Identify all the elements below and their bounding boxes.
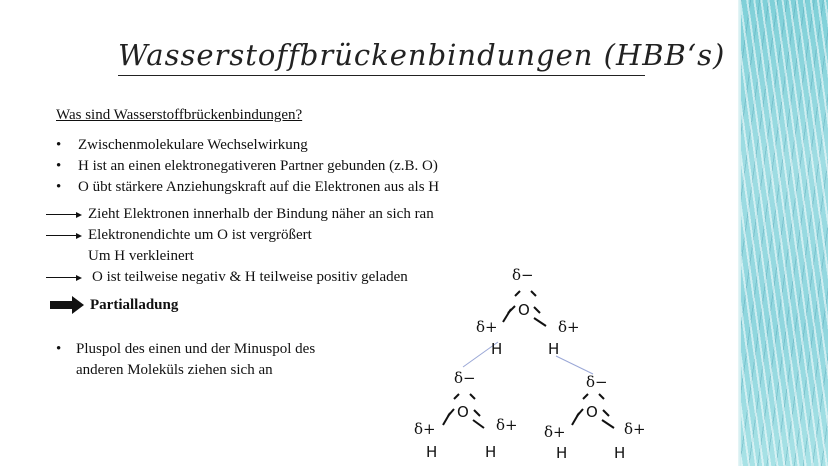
bullet-list: [56, 135, 439, 198]
hydrogen-bond-line-right: [556, 356, 593, 374]
hydrogen-atom: H: [556, 444, 568, 462]
hydrogen-atom: H: [491, 340, 503, 358]
bullet-item: • H ist an einen elektronegativeren Partner gebunden (z.B. O): [56, 156, 439, 177]
attraction-line-2: anderen Moleküls ziehen sich an: [76, 362, 273, 378]
oxygen-atom: O: [457, 403, 469, 421]
delta-minus-label: δ−: [512, 266, 534, 284]
slide-title: Wasserstoffbrückenbindungen (HBB‘s): [118, 38, 726, 72]
partial-charge-label: Partialladung: [90, 296, 179, 313]
attraction-bullet: [56, 339, 315, 381]
right-arrow-icon: [46, 231, 82, 241]
oxygen-atom: O: [518, 301, 530, 319]
right-arrow-icon: [46, 210, 82, 220]
arrow-item: [46, 267, 434, 288]
delta-plus-label: δ+: [544, 423, 566, 441]
delta-plus-label: δ+: [476, 318, 498, 336]
arrow-item: [46, 204, 434, 225]
hydrogen-atom: H: [614, 444, 626, 462]
water-molecule-bottom-right: [544, 373, 646, 462]
arrow-item-text: O ist teilweise negativ & H teilweise positiv geladen: [92, 269, 408, 285]
hydrogen-atom: H: [485, 443, 497, 461]
partial-charge-row: [50, 296, 178, 314]
delta-plus-label: δ+: [558, 318, 580, 336]
delta-plus-label: δ+: [496, 416, 518, 434]
hydrogen-atom: H: [548, 340, 560, 358]
delta-minus-label: δ−: [586, 373, 608, 391]
delta-plus-label: δ+: [624, 420, 646, 438]
question-heading: Was sind Wasserstoffbrückenbindungen?: [56, 107, 303, 123]
water-molecule-bottom-left: [414, 369, 518, 461]
water-molecule-top: [476, 266, 580, 358]
arrow-item-text: Um H verkleinert: [88, 248, 194, 264]
right-arrow-icon: [46, 273, 82, 283]
delta-plus-label: δ+: [414, 420, 436, 438]
oxygen-atom: O: [586, 403, 598, 421]
decorative-side-strip: [741, 0, 828, 466]
arrow-item: [46, 225, 434, 246]
delta-minus-label: δ−: [454, 369, 476, 387]
hydrogen-atom: H: [426, 443, 438, 461]
bullet-item: • Zwischenmolekulare Wechselwirkung: [56, 135, 439, 156]
arrow-item: [46, 246, 434, 267]
bold-arrow-icon: [50, 296, 84, 314]
bullet-item: • O übt stärkere Anziehungskraft auf die Elektronen aus als H: [56, 177, 439, 198]
water-hydrogen-bond-diagram: [400, 260, 670, 466]
arrow-list: [46, 204, 434, 288]
arrow-item-text: Zieht Elektronen innerhalb der Bindung näher an sich ran: [88, 206, 434, 222]
attraction-line-1: • Pluspol des einen und der Minuspol des: [76, 341, 316, 357]
arrow-item-text: Elektronendichte um O ist vergrößert: [88, 227, 312, 243]
title-underline: [118, 75, 645, 76]
